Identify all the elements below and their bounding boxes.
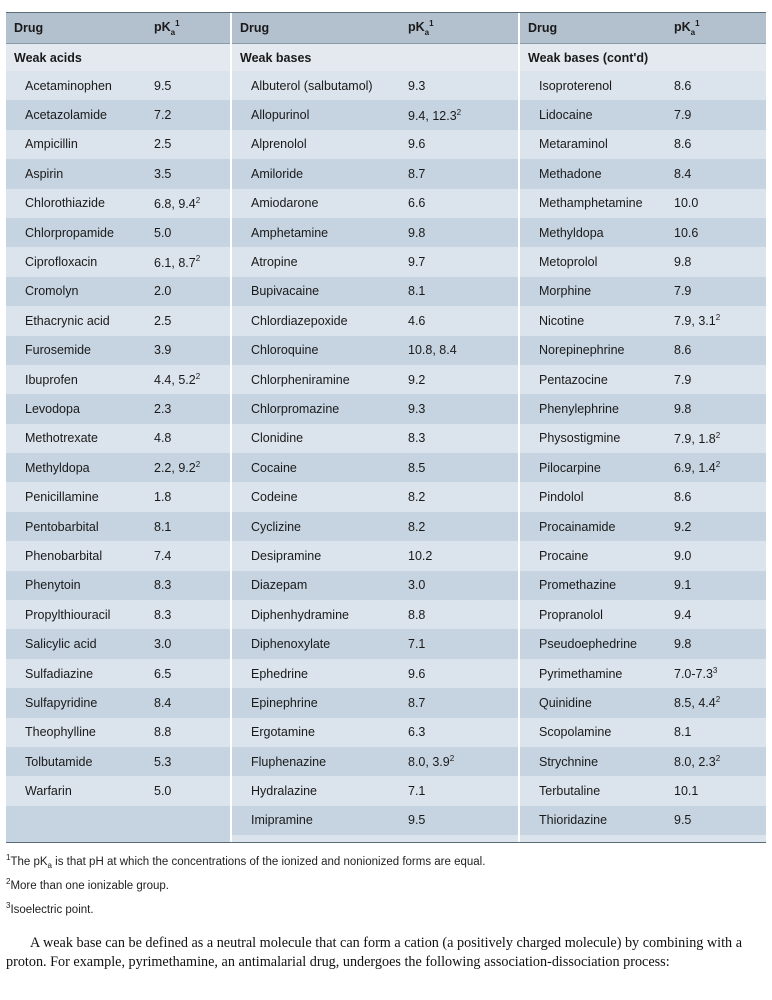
drug-name: Methotrexate bbox=[25, 431, 98, 446]
header-drug: Drug bbox=[528, 21, 558, 35]
table-row bbox=[520, 100, 766, 129]
pka-value: 8.2 bbox=[408, 490, 426, 505]
drug-name: Cromolyn bbox=[25, 284, 79, 299]
drug-name: Methadone bbox=[539, 166, 602, 181]
table-row bbox=[6, 571, 230, 600]
pka-value: 6.8, $9.4^2$ bbox=[154, 195, 201, 211]
drug-name: Codeine bbox=[251, 490, 298, 505]
drug-name: Pyrimethamine bbox=[539, 666, 623, 681]
pka-value: 2.3 bbox=[154, 401, 172, 416]
drug-name: Cocaine bbox=[251, 460, 297, 475]
table-row bbox=[6, 453, 230, 482]
pka-value: 9.2 bbox=[408, 372, 426, 387]
pka-value: 7.4 bbox=[154, 548, 172, 563]
pka-value: 5.0 bbox=[154, 225, 172, 240]
table-row bbox=[232, 100, 518, 129]
table-row bbox=[232, 571, 518, 600]
column-weak-bases-contd bbox=[520, 13, 766, 842]
drug-name: Pentobarbital bbox=[25, 519, 99, 534]
table-row bbox=[6, 365, 230, 394]
pka-value: 10.0 bbox=[674, 196, 699, 211]
table-row bbox=[232, 541, 518, 570]
drug-name: Cyclizine bbox=[251, 519, 302, 534]
pka-value: 6.3 bbox=[408, 725, 426, 740]
footnote-marker: 2 bbox=[449, 754, 455, 764]
drug-name: Penicillamine bbox=[25, 490, 99, 505]
drug-name: Diphenhydramine bbox=[251, 607, 349, 622]
table-row bbox=[520, 747, 766, 776]
pka-value: 9.5 bbox=[408, 813, 426, 828]
drug-name: Amiloride bbox=[251, 166, 304, 181]
pka-value: 9.5 bbox=[674, 813, 692, 828]
column-weak-acids bbox=[6, 13, 232, 842]
drug-name: Bupivacaine bbox=[251, 284, 320, 299]
pka-value: 8.1 bbox=[408, 284, 426, 299]
pka-value: 3.9 bbox=[154, 343, 172, 358]
table-row bbox=[520, 571, 766, 600]
pka-value: 10.8, 8.4 bbox=[408, 343, 457, 358]
drug-name: Salicylic acid bbox=[25, 637, 97, 652]
pka-value: 8.8 bbox=[154, 725, 172, 740]
pka-value: 9.8 bbox=[674, 255, 692, 270]
drug-name: Promethazine bbox=[539, 578, 617, 593]
table-row bbox=[6, 629, 230, 658]
drug-name: Allopurinol bbox=[251, 108, 310, 123]
drug-name: Ephedrine bbox=[251, 666, 308, 681]
footnote-marker: 2 bbox=[715, 754, 721, 764]
table-row bbox=[232, 806, 518, 835]
table-row bbox=[520, 453, 766, 482]
pka-value: 9.6 bbox=[408, 666, 426, 681]
table-row bbox=[232, 600, 518, 629]
column-weak-bases bbox=[232, 13, 520, 842]
footnote-marker: 2 bbox=[195, 372, 201, 382]
pka-value: 10.1 bbox=[674, 784, 699, 799]
footnote-marker: 2 bbox=[195, 195, 201, 205]
pka-value: 8.5 bbox=[408, 460, 426, 475]
table-row bbox=[520, 159, 766, 188]
table-row bbox=[6, 130, 230, 159]
drug-name: Fluphenazine bbox=[251, 754, 327, 769]
pka-value: 7.2 bbox=[154, 108, 172, 123]
drug-name: Levodopa bbox=[25, 401, 80, 416]
drug-name: Pentazocine bbox=[539, 372, 608, 387]
footnote-marker: 2 bbox=[715, 430, 721, 440]
table-row bbox=[520, 247, 766, 276]
drug-name: Lidocaine bbox=[539, 108, 593, 123]
drug-name: Imipramine bbox=[251, 813, 313, 828]
table-row bbox=[520, 365, 766, 394]
table-row bbox=[520, 688, 766, 717]
section-label-weak-acids: Weak acids bbox=[6, 44, 230, 71]
table-row bbox=[6, 394, 230, 423]
pka-value: 8.6 bbox=[674, 137, 692, 152]
drug-name: Diphenoxylate bbox=[251, 637, 331, 652]
drug-name: Strychnine bbox=[539, 754, 599, 769]
table-row bbox=[520, 71, 766, 100]
table-row bbox=[6, 159, 230, 188]
header-pka: $pK_a^1$ bbox=[408, 19, 434, 37]
drug-name: Phenylephrine bbox=[539, 401, 619, 416]
table-row bbox=[232, 189, 518, 218]
drug-name: Hydralazine bbox=[251, 784, 318, 799]
drug-name: Pilocarpine bbox=[539, 460, 601, 475]
drug-name: Atropine bbox=[251, 255, 298, 270]
table-row bbox=[232, 424, 518, 453]
table-row bbox=[232, 688, 518, 717]
drug-name: Ciprofloxacin bbox=[25, 255, 98, 270]
bases-list bbox=[232, 71, 518, 835]
table-row bbox=[6, 336, 230, 365]
pka-value: 3.5 bbox=[154, 166, 172, 181]
section-label-weak-bases-contd: Weak bases (cont'd) bbox=[520, 44, 766, 71]
drug-name: Quinidine bbox=[539, 695, 592, 710]
pka-value: 7.9 bbox=[674, 284, 692, 299]
column-filler bbox=[520, 835, 766, 842]
table-row bbox=[6, 776, 230, 805]
pka-value: 8.4 bbox=[674, 166, 692, 181]
drug-name: Physostigmine bbox=[539, 431, 621, 446]
drug-name: Ergotamine bbox=[251, 725, 315, 740]
table-row bbox=[232, 482, 518, 511]
pka-value: 2.0 bbox=[154, 284, 172, 299]
pka-value: 8.7 bbox=[408, 166, 426, 181]
drug-name: Propranolol bbox=[539, 607, 603, 622]
pka-value: 6.5 bbox=[154, 666, 172, 681]
pka-value: 8.5, $4.4^2$ bbox=[674, 695, 721, 711]
drug-name: Methyldopa bbox=[25, 460, 90, 475]
pka-value: 2.5 bbox=[154, 313, 172, 328]
pka-value: 6.9, $1.4^2$ bbox=[674, 460, 721, 476]
header-drug: Drug bbox=[14, 21, 44, 35]
table-row bbox=[232, 512, 518, 541]
drug-name: Methamphetamine bbox=[539, 196, 643, 211]
pka-value: 4.4, $5.2^2$ bbox=[154, 372, 201, 388]
pka-value: 7.9 bbox=[674, 372, 692, 387]
table-row bbox=[6, 100, 230, 129]
drug-name: Albuterol (salbutamol) bbox=[251, 78, 373, 93]
table-row bbox=[520, 336, 766, 365]
pka-value: 3.0 bbox=[408, 578, 426, 593]
table-row bbox=[232, 659, 518, 688]
header-pka: $pK_a^1$ bbox=[674, 19, 700, 37]
pka-value: 9.8 bbox=[674, 637, 692, 652]
table-row bbox=[232, 747, 518, 776]
table-header bbox=[520, 13, 766, 44]
pka-value: 8.2 bbox=[408, 519, 426, 534]
drug-name: Methyldopa bbox=[539, 225, 604, 240]
drug-name: Procainamide bbox=[539, 519, 616, 534]
drug-name: Tolbutamide bbox=[25, 754, 93, 769]
pka-value: 1.8 bbox=[154, 490, 172, 505]
table-row bbox=[232, 394, 518, 423]
drug-name: Theophylline bbox=[25, 725, 96, 740]
table-row bbox=[232, 453, 518, 482]
pka-value: 9.0 bbox=[674, 548, 692, 563]
pka-value: 9.8 bbox=[408, 225, 426, 240]
pka-value: 9.4 bbox=[674, 607, 692, 622]
pka-value: 4.6 bbox=[408, 313, 426, 328]
pka-value: 10.2 bbox=[408, 548, 433, 563]
pka-value: 5.3 bbox=[154, 754, 172, 769]
table-row bbox=[6, 247, 230, 276]
footnote-2: $^2$More than one ionizable group. bbox=[6, 877, 170, 892]
footnote-1: $^1$The $pK_a$ is that pH at which the concentrations of the ionized and nonionized forms are equal. bbox=[6, 853, 486, 871]
pka-value: 8.1 bbox=[674, 725, 692, 740]
pka-value: 7.9, $3.1^2$ bbox=[674, 313, 721, 329]
pka-value: 8.7 bbox=[408, 695, 426, 710]
pka-value: 7.1 bbox=[408, 637, 426, 652]
drug-name: Thioridazine bbox=[539, 813, 608, 828]
pka-table bbox=[6, 12, 766, 843]
drug-name: Epinephrine bbox=[251, 695, 318, 710]
table-row bbox=[232, 776, 518, 805]
table-row bbox=[520, 277, 766, 306]
table-row bbox=[520, 806, 766, 835]
section-label-weak-bases: Weak bases bbox=[232, 44, 518, 71]
bases-contd-list bbox=[520, 71, 766, 835]
pka-value: 2.2, $9.2^2$ bbox=[154, 460, 201, 476]
table-row bbox=[6, 659, 230, 688]
table-row bbox=[520, 394, 766, 423]
drug-name: Sulfadiazine bbox=[25, 666, 94, 681]
drug-name: Desipramine bbox=[251, 548, 322, 563]
pka-value: 5.0 bbox=[154, 784, 172, 799]
drug-name: Metaraminol bbox=[539, 137, 608, 152]
drug-name: Metoprolol bbox=[539, 255, 598, 270]
footnote-marker: 2 bbox=[195, 254, 201, 264]
table-row bbox=[232, 277, 518, 306]
table-row bbox=[520, 130, 766, 159]
table-row bbox=[520, 482, 766, 511]
drug-name: Diazepam bbox=[251, 578, 308, 593]
drug-name: Aspirin bbox=[25, 166, 64, 181]
table-row bbox=[520, 659, 766, 688]
table-row bbox=[520, 629, 766, 658]
table-row bbox=[232, 336, 518, 365]
pka-value: $7.0-7.3^3$ bbox=[674, 665, 718, 682]
drug-name: Morphine bbox=[539, 284, 592, 299]
drug-name: Ethacrynic acid bbox=[25, 313, 110, 328]
drug-name: Amphetamine bbox=[251, 225, 329, 240]
acids-list bbox=[6, 71, 230, 806]
table-row bbox=[6, 718, 230, 747]
table-row bbox=[520, 424, 766, 453]
table-row bbox=[6, 306, 230, 335]
drug-name: Amiodarone bbox=[251, 196, 319, 211]
drug-name: Phenobarbital bbox=[25, 548, 103, 563]
drug-name: Procaine bbox=[539, 548, 589, 563]
footnote-marker: 2 bbox=[195, 460, 201, 470]
header-pka: $pK_a^1$ bbox=[154, 19, 180, 37]
footnote-marker: 2 bbox=[715, 460, 721, 470]
drug-name: Chlorothiazide bbox=[25, 196, 105, 211]
drug-name: Isoproterenol bbox=[539, 78, 612, 93]
drug-name: Pseudoephedrine bbox=[539, 637, 637, 652]
table-row bbox=[6, 482, 230, 511]
footnote-marker: 2 bbox=[715, 695, 721, 705]
table-row bbox=[520, 541, 766, 570]
table-row bbox=[6, 189, 230, 218]
column-filler bbox=[6, 806, 230, 842]
table-row bbox=[232, 365, 518, 394]
pka-value: 8.0, $3.9^2$ bbox=[408, 754, 455, 770]
pka-value: 8.3 bbox=[154, 578, 172, 593]
table-header bbox=[232, 13, 518, 44]
drug-name: Terbutaline bbox=[539, 784, 601, 799]
drug-name: Pindolol bbox=[539, 490, 584, 505]
pka-value: 7.9 bbox=[674, 108, 692, 123]
pka-value: 8.3 bbox=[408, 431, 426, 446]
pka-value: 9.3 bbox=[408, 401, 426, 416]
pka-value: 9.4, 12.3$^2$ bbox=[408, 107, 462, 123]
drug-name: Ibuprofen bbox=[25, 372, 78, 387]
drug-name: Acetazolamide bbox=[25, 108, 107, 123]
pka-value: 6.6 bbox=[408, 196, 426, 211]
drug-name: Chlorpropamide bbox=[25, 225, 114, 240]
table-header bbox=[6, 13, 230, 44]
header-drug: Drug bbox=[240, 21, 270, 35]
table-row bbox=[232, 159, 518, 188]
table-row bbox=[520, 218, 766, 247]
pka-value: 4.8 bbox=[154, 431, 172, 446]
table-row bbox=[232, 629, 518, 658]
table-row bbox=[520, 512, 766, 541]
drug-name: Clonidine bbox=[251, 431, 304, 446]
table-row bbox=[6, 747, 230, 776]
footnote-marker: 2 bbox=[715, 313, 721, 323]
drug-name: Sulfapyridine bbox=[25, 695, 98, 710]
drug-name: Chlordiazepoxide bbox=[251, 313, 348, 328]
table-row bbox=[520, 306, 766, 335]
pka-value: 8.3 bbox=[154, 607, 172, 622]
drug-name: Alprenolol bbox=[251, 137, 307, 152]
drug-name: Nicotine bbox=[539, 313, 585, 328]
drug-name: Ampicillin bbox=[25, 137, 78, 152]
pka-value: 9.1 bbox=[674, 578, 692, 593]
table-row bbox=[232, 306, 518, 335]
table-row bbox=[232, 130, 518, 159]
pka-value: 9.6 bbox=[408, 137, 426, 152]
drug-name: Acetaminophen bbox=[25, 78, 112, 93]
drug-name: Scopolamine bbox=[539, 725, 612, 740]
table-row bbox=[232, 718, 518, 747]
pka-value: 3.0 bbox=[154, 637, 172, 652]
table-row bbox=[6, 688, 230, 717]
table-row bbox=[232, 218, 518, 247]
footnotes bbox=[6, 846, 485, 918]
drug-name: Warfarin bbox=[25, 784, 72, 799]
pka-value: 10.6 bbox=[674, 225, 699, 240]
table-row bbox=[232, 71, 518, 100]
table-row bbox=[6, 541, 230, 570]
pka-value: 9.2 bbox=[674, 519, 692, 534]
drug-name: Norepinephrine bbox=[539, 343, 625, 358]
body-paragraph: A weak base can be defined as a neutral molecule that can form a cation (a positively charged molecule) by combining with a proton. For example, pyrimethamine, an antimalarial drug, undergoes the following association-dissociation process: bbox=[6, 935, 742, 970]
table-row bbox=[6, 218, 230, 247]
footnote-marker: 3 bbox=[712, 665, 718, 675]
table-row bbox=[232, 247, 518, 276]
column-filler bbox=[232, 835, 518, 842]
drug-name: Propylthiouracil bbox=[25, 607, 111, 622]
pka-value: 8.0, $2.3^2$ bbox=[674, 754, 721, 770]
pka-value: 8.6 bbox=[674, 343, 692, 358]
drug-name: Phenytoin bbox=[25, 578, 81, 593]
drug-name: Chlorpromazine bbox=[251, 401, 340, 416]
pka-value: 8.6 bbox=[674, 78, 692, 93]
table-row bbox=[520, 718, 766, 747]
pka-value: 9.3 bbox=[408, 78, 426, 93]
drug-name: Chlorpheniramine bbox=[251, 372, 350, 387]
pka-value: 8.4 bbox=[154, 695, 172, 710]
pka-value: 2.5 bbox=[154, 137, 172, 152]
table-row bbox=[6, 277, 230, 306]
footnote-3: $^3$Isoelectric point. bbox=[6, 901, 94, 916]
pka-value: 6.1, $8.7^2$ bbox=[154, 254, 201, 270]
pka-value: 8.6 bbox=[674, 490, 692, 505]
table-row bbox=[6, 71, 230, 100]
table-row bbox=[6, 512, 230, 541]
pka-value: 9.7 bbox=[408, 255, 426, 270]
pka-value: 7.1 bbox=[408, 784, 426, 799]
table-row bbox=[520, 600, 766, 629]
footnote-marker: 2 bbox=[456, 107, 462, 117]
table-row bbox=[6, 600, 230, 629]
drug-name: Chloroquine bbox=[251, 343, 319, 358]
pka-value: 8.1 bbox=[154, 519, 172, 534]
table-row bbox=[6, 424, 230, 453]
pka-value: 9.5 bbox=[154, 78, 172, 93]
table-row bbox=[520, 189, 766, 218]
pka-value: 8.8 bbox=[408, 607, 426, 622]
pka-value: 9.8 bbox=[674, 401, 692, 416]
drug-name: Furosemide bbox=[25, 343, 91, 358]
pka-value: 7.9, $1.8^2$ bbox=[674, 430, 721, 446]
table-row bbox=[520, 776, 766, 805]
